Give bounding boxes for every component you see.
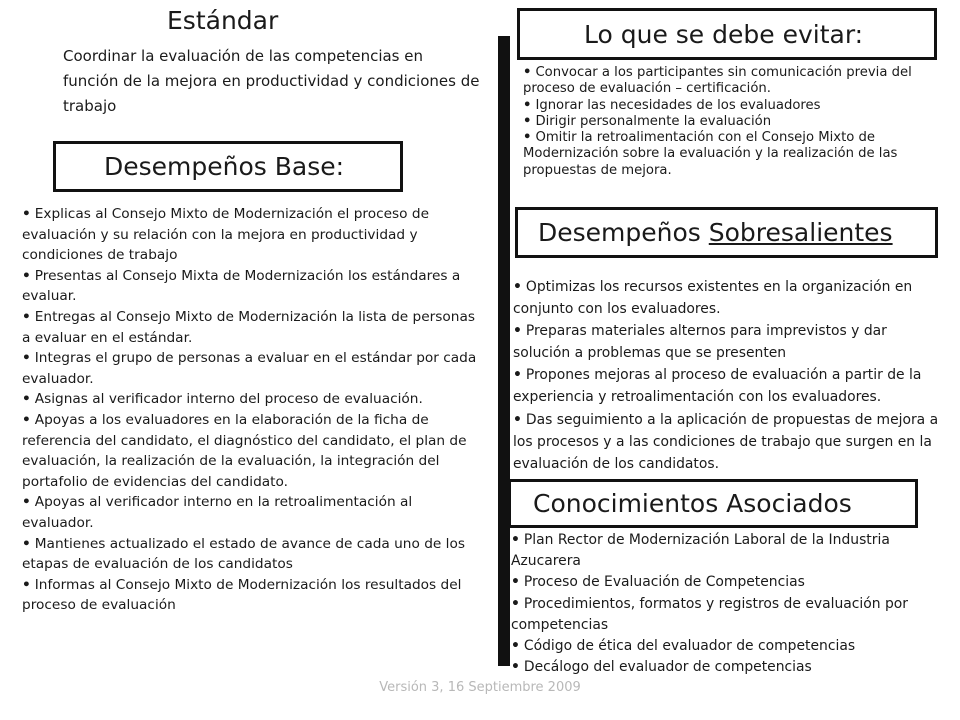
conocimiento-item: • Procedimientos, formatos y registros de evaluación por competencias [511, 594, 941, 636]
sobresalientes-list [513, 276, 947, 475]
conocimiento-item: • Plan Rector de Modernización Laboral de la Industria Azucarera [511, 530, 941, 572]
evitar-list [523, 65, 951, 179]
desempeno-base-item: • Entregas al Consejo Mixto de Modernización la lista de personas a evaluar en el estándar. [22, 307, 482, 348]
evitar-box [517, 8, 937, 60]
evitar-title: Lo que se debe evitar: [584, 19, 864, 49]
evitar-item: • Omitir la retroalimentación con el Consejo Mixto de Modernización sobre la evaluación y la realización de las propuestas de mejora. [523, 130, 951, 179]
sobresaliente-item: • Optimizas los recursos existentes en la organización en conjunto con los evaluadores. [513, 276, 947, 320]
evitar-item: • Dirigir personalmente la evaluación [523, 114, 951, 130]
sobresaliente-item: • Preparas materiales alternos para imprevistos y dar solución a problemas que se presenten [513, 320, 947, 364]
desempeno-base-item: • Informas al Consejo Mixto de Modernización los resultados del proceso de evaluación [22, 575, 482, 616]
conocimientos-title: Conocimientos Asociados [533, 489, 852, 518]
desempeno-base-item: • Explicas al Consejo Mixto de Modernización el proceso de evaluación y su relación con la mejora en productividad y condiciones de trabajo [22, 204, 482, 266]
conocimiento-item: • Proceso de Evaluación de Competencias [511, 572, 941, 593]
sobresalientes-title-prefix: Desempeños [538, 218, 709, 247]
estandar-description: Coordinar la evaluación de las competencias en función de la mejora en productividad y condiciones de trabajo [63, 47, 480, 115]
evitar-item: • Ignorar las necesidades de los evaluadores [523, 98, 951, 114]
sobresalientes-title [538, 218, 893, 247]
desempenos-base-box [53, 141, 403, 192]
conocimiento-item: • Código de ética del evaluador de competencias [511, 636, 941, 657]
sobresalientes-box [515, 207, 938, 258]
conocimientos-box [508, 479, 918, 528]
desempeno-base-item: • Apoyas a los evaluadores en la elaboración de la ficha de referencia del candidato, el diagnóstico del candidato, el plan de evaluación, la realización de la evaluación, la integración del portafolio de evidencias del candidato. [22, 410, 482, 492]
desempenos-base-list [22, 204, 482, 616]
desempeno-base-item: • Apoyas al verificador interno en la retroalimentación al evaluador. [22, 492, 482, 533]
vertical-divider [498, 36, 510, 666]
desempeno-base-item: • Asignas al verificador interno del proceso de evaluación. [22, 389, 482, 410]
desempeno-base-item: • Integras el grupo de personas a evaluar en el estándar por cada evaluador. [22, 348, 482, 389]
conocimientos-list [511, 530, 941, 678]
evitar-item: • Convocar a los participantes sin comunicación previa del proceso de evaluación – certificación. [523, 65, 951, 98]
sobresalientes-title-underlined: Sobresalientes [708, 218, 893, 247]
sobresaliente-item: • Das seguimiento a la aplicación de propuestas de mejora a los procesos y a las condiciones de trabajo que surgen en la evaluación de los candidatos. [513, 409, 947, 475]
conocimiento-item: • Decálogo del evaluador de competencias [511, 657, 941, 678]
desempeno-base-item: • Presentas al Consejo Mixta de Modernización los estándares a evaluar. [22, 266, 482, 307]
sobresaliente-item: • Propones mejoras al proceso de evaluación a partir de la experiencia y retroalimentación con los evaluadores. [513, 364, 947, 408]
desempenos-base-title: Desempeños Base: [104, 152, 345, 181]
desempeno-base-item: • Mantienes actualizado el estado de avance de cada uno de los etapas de evaluación de los candidatos [22, 534, 482, 575]
estandar-title: Estándar [167, 6, 279, 35]
version-footer: Versión 3, 16 Septiembre 2009 [379, 680, 581, 695]
